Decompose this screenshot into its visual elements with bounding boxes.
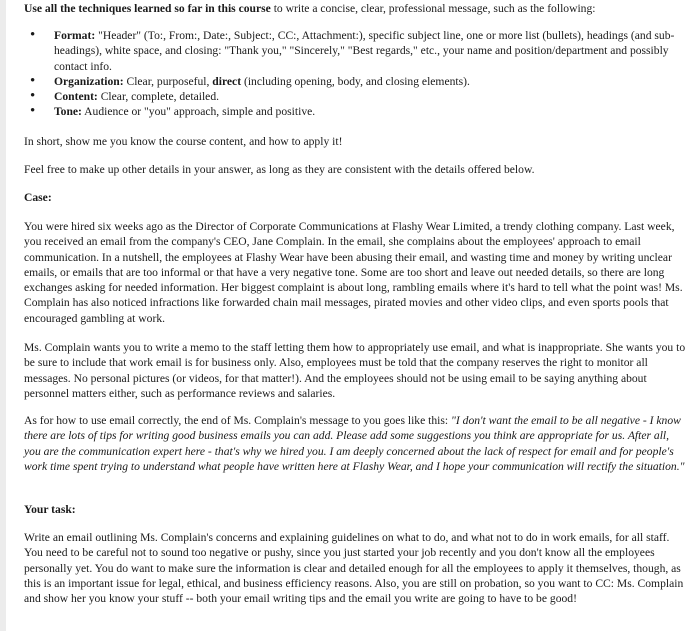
requirements-list bbox=[24, 28, 686, 120]
requirement-organization bbox=[54, 74, 686, 89]
requirement-text: Clear, complete, detailed. bbox=[97, 90, 220, 104]
requirement-label: Tone: bbox=[54, 105, 82, 119]
task-paragraph: Write an email outlining Ms. Complain's concerns and explaining guidelines on what to do, and what not to do in work emails, for all staff. You need to be careful not to sound too negative or pushy, since you just started your job recently and you don't know all the employees personally yet. You do want to make sure the information is clear and detailed enough for all the employees to apply it themselves, though, as this is an important issue for legal, ethical, and business efficiency reasons. Also, you are still on probation, so you want to CC: Ms. Complain and show her you know your stuff -- both your email writing tips and the email you write are going to have to be good! bbox=[24, 531, 684, 606]
requirement-label: Content: bbox=[54, 90, 98, 104]
intro-line bbox=[24, 1, 686, 16]
requirement-label: Format: bbox=[54, 29, 96, 42]
in-short-line: In short, show me you know the course content, and how to apply it! bbox=[24, 135, 343, 148]
case-heading: Case: bbox=[24, 191, 52, 204]
requirement-emphasis: direct bbox=[212, 74, 242, 88]
case-paragraph-3 bbox=[24, 413, 686, 474]
left-edge bbox=[0, 0, 6, 631]
requirement-tone bbox=[54, 104, 686, 119]
requirement-label: Organization: bbox=[54, 74, 124, 88]
intro-tail: to write a concise, clear, professional message, such as the following: bbox=[270, 2, 596, 15]
case-p3-lead: As for how to use email correctly, the end of Ms. Complain's message to you goes like this: bbox=[24, 414, 452, 427]
feel-free-line: Feel free to make up other details in your answer, as long as they are consistent with the details offered below. bbox=[24, 163, 535, 176]
case-p3-quote: "I don't want the email to be all negative - I know there are lots of tips for writing good business emails you can add. Please add some suggestions you think are appropriate for us. After all, you are the communication expert here - that's why we hired you. I am deeply concerned about the lack of respect for email and for people's work time spent trying to understand what people have written here at Flashy Wear, and I hope your communication will rectify the situation." bbox=[24, 414, 685, 473]
requirement-text: Audience or "you" approach, simple and positive. bbox=[81, 105, 316, 119]
task-heading: Your task: bbox=[24, 503, 76, 516]
requirement-text: "Header" (To:, From:, Date:, Subject:, CC:, Attachment:), specific subject line, one or more list (bullets), headings (and sub-headings), white space, and closing: "Thank you," "Sincerely," "Best regards," etc., your name and position/department and possibly contact info. bbox=[54, 29, 675, 73]
requirement-format bbox=[54, 28, 686, 74]
intro-lead: Use all the techniques learned so far in this course bbox=[24, 2, 271, 15]
requirement-content bbox=[54, 89, 686, 104]
requirement-text-2: (including opening, body, and closing elements). bbox=[241, 74, 470, 88]
requirement-text: Clear, purposeful, bbox=[123, 74, 213, 88]
case-paragraph-1: You were hired six weeks ago as the Director of Corporate Communications at Flashy Wear Limited, a trendy clothing company. Last week, you received an email from the company's CEO, Jane Complain. In the email, she complains about the employees' approach to email communication. In a nutshell, the employees at Flashy Wear have been abusing their email, and wasting time and money by writing unclear emails, or emails that are too informal or that have a very negative tone. Some are too short and leave out needed details, so there are long exchanges asking for needed information. Her biggest complaint is about long, rambling emails where it's hard to tell what the point was! Ms. Complain has also noticed infractions like forwarded chain mail messages, pirated movies and other video clips, and even sports pools that encouraged gambling at work. bbox=[24, 220, 683, 325]
case-paragraph-2: Ms. Complain wants you to write a memo to the staff letting them how to appropriately use email, and what is inappropriate. She wants you to be sure to include that work email is for business only. Also, employees must be told that the company reserves the right to monitor all messages. No personal pictures (or videos, for that matter!). And the employees should not be using email to be saying anything about personnel matters either, such as performance reviews and salaries. bbox=[24, 341, 686, 400]
